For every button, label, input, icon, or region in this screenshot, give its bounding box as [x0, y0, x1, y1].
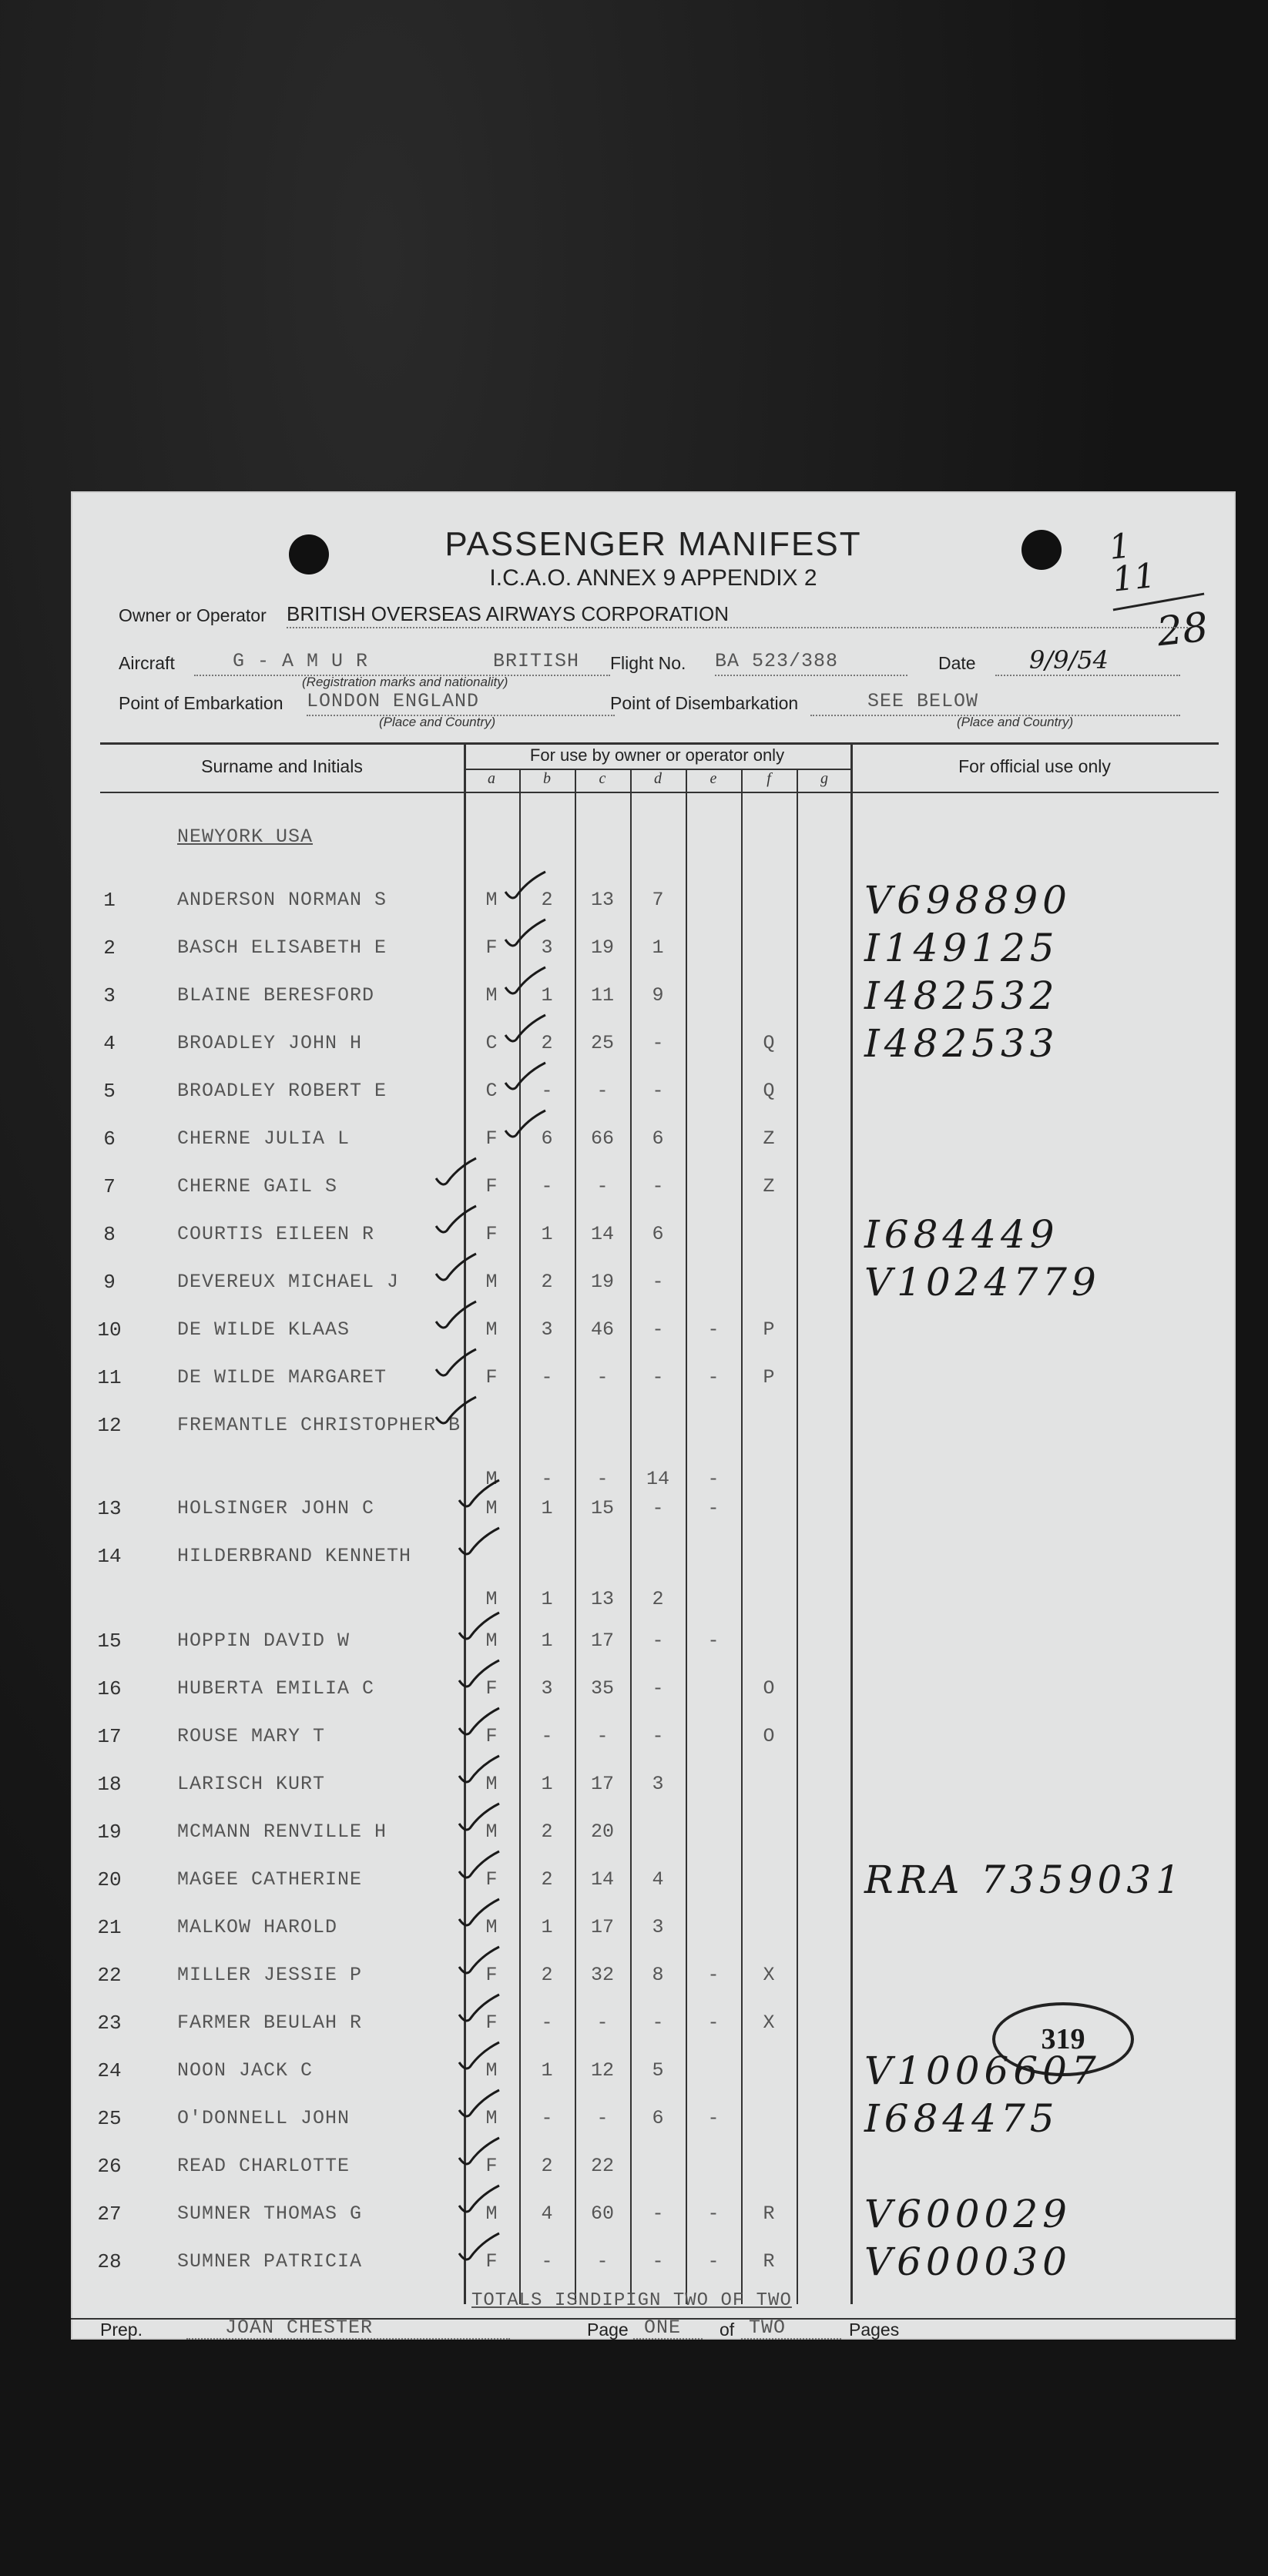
- cell-c: -: [596, 1175, 609, 1198]
- cell-a: F: [485, 2250, 498, 2273]
- col-divider-c: [575, 769, 576, 2304]
- cell-d: 6: [652, 1127, 664, 1150]
- check-mark: [433, 1394, 479, 1428]
- cell-a: F: [485, 2155, 498, 2177]
- row-number: 24: [97, 2059, 122, 2082]
- disembark-label: Point of Disembarkation: [610, 693, 799, 713]
- cell-f: P: [763, 1318, 775, 1341]
- passenger-name: FARMER BEULAH R: [177, 2012, 363, 2034]
- cell-c: 46: [590, 1318, 614, 1341]
- cell-b: 2: [541, 1821, 553, 1843]
- row-number: 5: [103, 1080, 116, 1103]
- cell-b: 2: [541, 1271, 553, 1293]
- cell-a: M: [485, 984, 498, 1007]
- cell-d: 2: [652, 1588, 664, 1610]
- date-value: 9/9/54: [1029, 645, 1109, 675]
- cell-d: 4: [652, 1868, 664, 1891]
- page-value: ONE: [644, 2316, 682, 2339]
- cell-a: F: [485, 1725, 498, 1747]
- row-number: 10: [97, 1318, 122, 1342]
- page-dotline: [633, 2338, 703, 2340]
- prep-dotline: [186, 2338, 510, 2340]
- passenger-name: HOPPIN DAVID W: [177, 1630, 351, 1652]
- official-entry: V600030: [864, 2239, 1072, 2284]
- cell-c: -: [596, 1366, 609, 1388]
- cell-d: -: [652, 2250, 664, 2273]
- cell-f: Q: [763, 1032, 775, 1054]
- row-number: 23: [97, 2012, 122, 2035]
- official-entry: I684475: [864, 2096, 1059, 2141]
- passenger-name: MILLER JESSIE P: [177, 1964, 363, 1986]
- subheader-a: a: [488, 770, 495, 787]
- passenger-name: HOLSINGER JOHN C: [177, 1497, 375, 1519]
- registration-note: (Registration marks and nationality): [302, 675, 508, 689]
- cell-f: X: [763, 1964, 775, 1986]
- cell-f: O: [763, 1725, 775, 1747]
- cell-b: 1: [541, 2059, 553, 2082]
- row-number: 7: [103, 1175, 116, 1198]
- totals-line: TOTALS ISNDIPIGN TWO OF TWO: [471, 2290, 792, 2311]
- cell-e: -: [707, 1366, 720, 1388]
- cell-b: 3: [541, 1677, 553, 1700]
- passenger-name: COURTIS EILEEN R: [177, 1223, 375, 1245]
- cell-d: 9: [652, 984, 664, 1007]
- owner-value: BRITISH OVERSEAS AIRWAYS CORPORATION: [287, 602, 730, 625]
- passenger-name: SUMNER THOMAS G: [177, 2202, 363, 2225]
- cell-b: 1: [541, 984, 553, 1007]
- cell-a: F: [485, 1175, 498, 1198]
- passenger-name: FREMANTLE CHRISTOPHER B: [177, 1414, 461, 1436]
- aircraft-nationality: BRITISH: [493, 650, 580, 672]
- row-number: 9: [103, 1271, 116, 1294]
- row-number: 18: [97, 1773, 122, 1796]
- cell-d: 7: [652, 889, 664, 911]
- official-entry: I482532: [864, 973, 1059, 1018]
- cell-d: 14: [646, 1468, 669, 1490]
- cell-e: -: [707, 1630, 720, 1652]
- cell-b: 2: [541, 2155, 553, 2177]
- flight-dotline: [715, 675, 907, 676]
- cell-c: 22: [590, 2155, 614, 2177]
- cell-c: -: [596, 2012, 609, 2034]
- passenger-name: HUBERTA EMILIA C: [177, 1677, 375, 1700]
- official-entry: V600029: [864, 2192, 1072, 2236]
- cell-b: -: [541, 2107, 553, 2129]
- prep-label: Prep.: [100, 2320, 143, 2340]
- cell-a: M: [485, 1318, 498, 1341]
- cell-c: 15: [590, 1497, 614, 1519]
- cell-a: F: [485, 1868, 498, 1891]
- col-official-header: For official use only: [958, 756, 1111, 776]
- cell-a: M: [485, 2059, 498, 2082]
- owner-label: Owner or Operator: [119, 605, 267, 625]
- cell-c: 35: [590, 1677, 614, 1700]
- col-divider-official: [850, 742, 853, 2304]
- cell-c: 32: [590, 1964, 614, 1986]
- passenger-name: ROUSE MARY T: [177, 1725, 326, 1747]
- aircraft-value: G - A M U R: [233, 650, 369, 672]
- cell-f: O: [763, 1677, 775, 1700]
- cell-d: 1: [652, 936, 664, 959]
- cell-a: M: [485, 1630, 498, 1652]
- cell-a: M: [485, 2202, 498, 2225]
- official-entry: V1006607: [864, 2048, 1101, 2093]
- cell-c: 17: [590, 1916, 614, 1938]
- cell-a: C: [485, 1080, 498, 1102]
- cell-d: 6: [652, 2107, 664, 2129]
- cell-d: -: [652, 1080, 664, 1102]
- cell-a: M: [485, 1271, 498, 1293]
- passenger-name: DEVEREUX MICHAEL J: [177, 1271, 400, 1293]
- cell-e: -: [707, 1318, 720, 1341]
- cell-b: 2: [541, 1868, 553, 1891]
- passenger-name: MAGEE CATHERINE: [177, 1868, 363, 1891]
- manifest-document: [71, 491, 1236, 2340]
- cell-a: M: [485, 2107, 498, 2129]
- cell-e: -: [707, 2107, 720, 2129]
- cell-c: 19: [590, 936, 614, 959]
- cell-a: M: [485, 1588, 498, 1610]
- cell-f: X: [763, 2012, 775, 2034]
- cell-a: F: [485, 1223, 498, 1245]
- cell-e: -: [707, 2202, 720, 2225]
- passenger-name: MCMANN RENVILLE H: [177, 1821, 387, 1843]
- cell-a: M: [485, 1468, 498, 1490]
- passenger-name: LARISCH KURT: [177, 1773, 326, 1795]
- row-number: 4: [103, 1032, 116, 1055]
- official-entry: V1024779: [864, 1260, 1101, 1305]
- date-dotline: [995, 675, 1180, 676]
- cell-e: -: [707, 1468, 720, 1490]
- aircraft-label: Aircraft: [119, 653, 175, 673]
- cell-c: 12: [590, 2059, 614, 2082]
- embark-note: (Place and Country): [379, 715, 496, 729]
- pages-label: Pages: [849, 2320, 900, 2340]
- page-label: Page: [587, 2320, 629, 2340]
- cell-d: 3: [652, 1916, 664, 1938]
- cell-c: -: [596, 1468, 609, 1490]
- date-label: Date: [938, 653, 976, 673]
- cell-a: F: [485, 1366, 498, 1388]
- row-number: 13: [97, 1497, 122, 1520]
- cell-a: C: [485, 1032, 498, 1054]
- cell-c: -: [596, 2107, 609, 2129]
- cell-b: 2: [541, 1032, 553, 1054]
- check-mark: [456, 1525, 502, 1559]
- row-number: 15: [97, 1630, 122, 1653]
- row-number: 26: [97, 2155, 122, 2178]
- cell-d: -: [652, 1725, 664, 1747]
- cell-c: 25: [590, 1032, 614, 1054]
- cell-d: -: [652, 1318, 664, 1341]
- subheader-b: b: [543, 770, 551, 787]
- col-owner-header: For use by owner or operator only: [529, 745, 785, 765]
- cell-d: -: [652, 1271, 664, 1293]
- official-entry: I482533: [864, 1021, 1059, 1066]
- cell-b: 1: [541, 1588, 553, 1610]
- col-divider-e: [686, 769, 687, 2304]
- cell-b: 6: [541, 1127, 553, 1150]
- row-number: 2: [103, 936, 116, 960]
- of-value: TWO: [749, 2316, 787, 2339]
- row-number: 6: [103, 1127, 116, 1151]
- cell-a: M: [485, 1497, 498, 1519]
- passenger-name: O'DONNELL JOHN: [177, 2107, 351, 2129]
- cell-d: 5: [652, 2059, 664, 2082]
- row-number: 16: [97, 1677, 122, 1700]
- cell-a: F: [485, 936, 498, 959]
- cell-b: -: [541, 1366, 553, 1388]
- passenger-name: READ CHARLOTTE: [177, 2155, 351, 2177]
- row-number: 19: [97, 1821, 122, 1844]
- row-number: 27: [97, 2202, 122, 2226]
- cell-c: 17: [590, 1773, 614, 1795]
- flight-label: Flight No.: [610, 653, 686, 673]
- cell-a: F: [485, 1964, 498, 1986]
- disembark-note: (Place and Country): [957, 715, 1074, 729]
- cell-f: R: [763, 2202, 775, 2225]
- passenger-name: SUMNER PATRICIA: [177, 2250, 363, 2273]
- cell-c: 60: [590, 2202, 614, 2225]
- row-number: 22: [97, 1964, 122, 1987]
- cell-f: Q: [763, 1080, 775, 1102]
- cell-a: M: [485, 1773, 498, 1795]
- row-number: 11: [97, 1366, 122, 1389]
- subheader-c: c: [599, 770, 606, 787]
- official-entry: I684449: [864, 1212, 1059, 1257]
- cell-b: 1: [541, 1773, 553, 1795]
- cell-c: -: [596, 1080, 609, 1102]
- cell-b: 2: [541, 889, 553, 911]
- cell-f: Z: [763, 1127, 775, 1150]
- cell-e: -: [707, 1964, 720, 1986]
- passenger-name: BROADLEY JOHN H: [177, 1032, 363, 1054]
- cell-c: 11: [590, 984, 614, 1007]
- row-number: 17: [97, 1725, 122, 1748]
- cell-c: -: [596, 1725, 609, 1747]
- passenger-name: BLAINE BERESFORD: [177, 984, 375, 1007]
- of-dotline: [741, 2338, 841, 2340]
- row-number: 20: [97, 1868, 122, 1891]
- cell-c: 14: [590, 1868, 614, 1891]
- table-top-border: [100, 742, 1219, 745]
- embark-value: LONDON ENGLAND: [307, 690, 480, 712]
- cell-b: -: [541, 1468, 553, 1490]
- cell-c: 13: [590, 889, 614, 911]
- cell-a: F: [485, 2012, 498, 2034]
- passenger-name: CHERNE JULIA L: [177, 1127, 351, 1150]
- owner-dotline: [287, 627, 1188, 628]
- official-entry: I149125: [864, 926, 1059, 970]
- cell-d: -: [652, 1366, 664, 1388]
- subheader-e: e: [709, 770, 717, 787]
- col-divider-f: [741, 769, 743, 2304]
- cell-d: -: [652, 1630, 664, 1652]
- col-name-header: Surname and Initials: [201, 756, 363, 776]
- cell-d: -: [652, 2202, 664, 2225]
- destination-heading: NEWYORK USA: [177, 826, 314, 848]
- cell-b: 1: [541, 1916, 553, 1938]
- passenger-name: HILDERBRAND KENNETH: [177, 1545, 412, 1567]
- cell-c: -: [596, 2250, 609, 2273]
- cell-d: -: [652, 2012, 664, 2034]
- cell-a: F: [485, 1677, 498, 1700]
- subheader-f: f: [767, 770, 771, 787]
- row-number: 21: [97, 1916, 122, 1939]
- cell-e: -: [707, 2012, 720, 2034]
- cell-b: 1: [541, 1223, 553, 1245]
- cell-c: 17: [590, 1630, 614, 1652]
- cell-d: -: [652, 1175, 664, 1198]
- subheader-d: d: [654, 770, 662, 787]
- passenger-name: NOON JACK C: [177, 2059, 314, 2082]
- row-number: 14: [97, 1545, 122, 1568]
- subheader-g: g: [820, 770, 828, 787]
- cell-d: -: [652, 1677, 664, 1700]
- cell-c: 14: [590, 1223, 614, 1245]
- official-entry: RRA 7359031: [864, 1857, 1185, 1902]
- row-number: 12: [97, 1414, 122, 1437]
- cell-a: M: [485, 1916, 498, 1938]
- row-number: 28: [97, 2250, 122, 2273]
- cell-b: 1: [541, 1630, 553, 1652]
- page-subtitle: I.C.A.O. ANNEX 9 APPENDIX 2: [489, 565, 817, 591]
- flight-value: BA 523/388: [715, 650, 839, 672]
- of-label: of: [720, 2320, 735, 2340]
- passenger-name: DE WILDE MARGARET: [177, 1366, 387, 1388]
- cell-b: 4: [541, 2202, 553, 2225]
- cell-a: F: [485, 1127, 498, 1150]
- row-number: 8: [103, 1223, 116, 1246]
- col-divider-g: [797, 769, 798, 2304]
- cell-f: R: [763, 2250, 775, 2273]
- row-number: 3: [103, 984, 116, 1007]
- cell-b: 1: [541, 1497, 553, 1519]
- col-divider-d: [630, 769, 632, 2304]
- cell-f: P: [763, 1366, 775, 1388]
- cell-b: -: [541, 1080, 553, 1102]
- cell-d: 3: [652, 1773, 664, 1795]
- official-entry: 319: [992, 2002, 1134, 2076]
- official-entry: V698890: [864, 878, 1072, 923]
- cell-b: 3: [541, 936, 553, 959]
- handwritten-page-marks: 1 11: [1107, 526, 1158, 600]
- cell-e: -: [707, 1497, 720, 1519]
- cell-c: 19: [590, 1271, 614, 1293]
- cell-f: Z: [763, 1175, 775, 1198]
- cell-b: -: [541, 2250, 553, 2273]
- passenger-name: MALKOW HAROLD: [177, 1916, 338, 1938]
- cell-d: 6: [652, 1223, 664, 1245]
- cell-d: 8: [652, 1964, 664, 1986]
- row-number: 1: [103, 889, 116, 912]
- disembark-value: SEE BELOW: [867, 690, 979, 712]
- prep-value: JOAN CHESTER: [225, 2316, 374, 2339]
- passenger-name: ANDERSON NORMAN S: [177, 889, 387, 911]
- cell-e: -: [707, 2250, 720, 2273]
- passenger-name: BASCH ELISABETH E: [177, 936, 387, 959]
- cell-b: 3: [541, 1318, 553, 1341]
- passenger-name: BROADLEY ROBERT E: [177, 1080, 387, 1102]
- row-number: 25: [97, 2107, 122, 2130]
- cell-c: 13: [590, 1588, 614, 1610]
- table-header-border: [100, 792, 1219, 793]
- embark-label: Point of Embarkation: [119, 693, 283, 713]
- handwritten-page-number: 28: [1155, 604, 1211, 656]
- passenger-name: CHERNE GAIL S: [177, 1175, 338, 1198]
- cell-a: M: [485, 889, 498, 911]
- cell-a: M: [485, 1821, 498, 1843]
- cell-b: -: [541, 2012, 553, 2034]
- cell-b: 2: [541, 1964, 553, 1986]
- passenger-name: DE WILDE KLAAS: [177, 1318, 351, 1341]
- page-title: PASSENGER MANIFEST: [444, 525, 862, 563]
- cell-b: -: [541, 1175, 553, 1198]
- col-divider-b: [519, 769, 521, 2304]
- cell-d: -: [652, 1497, 664, 1519]
- cell-b: -: [541, 1725, 553, 1747]
- cell-d: -: [652, 1032, 664, 1054]
- cell-c: 66: [590, 1127, 614, 1150]
- cell-c: 20: [590, 1821, 614, 1843]
